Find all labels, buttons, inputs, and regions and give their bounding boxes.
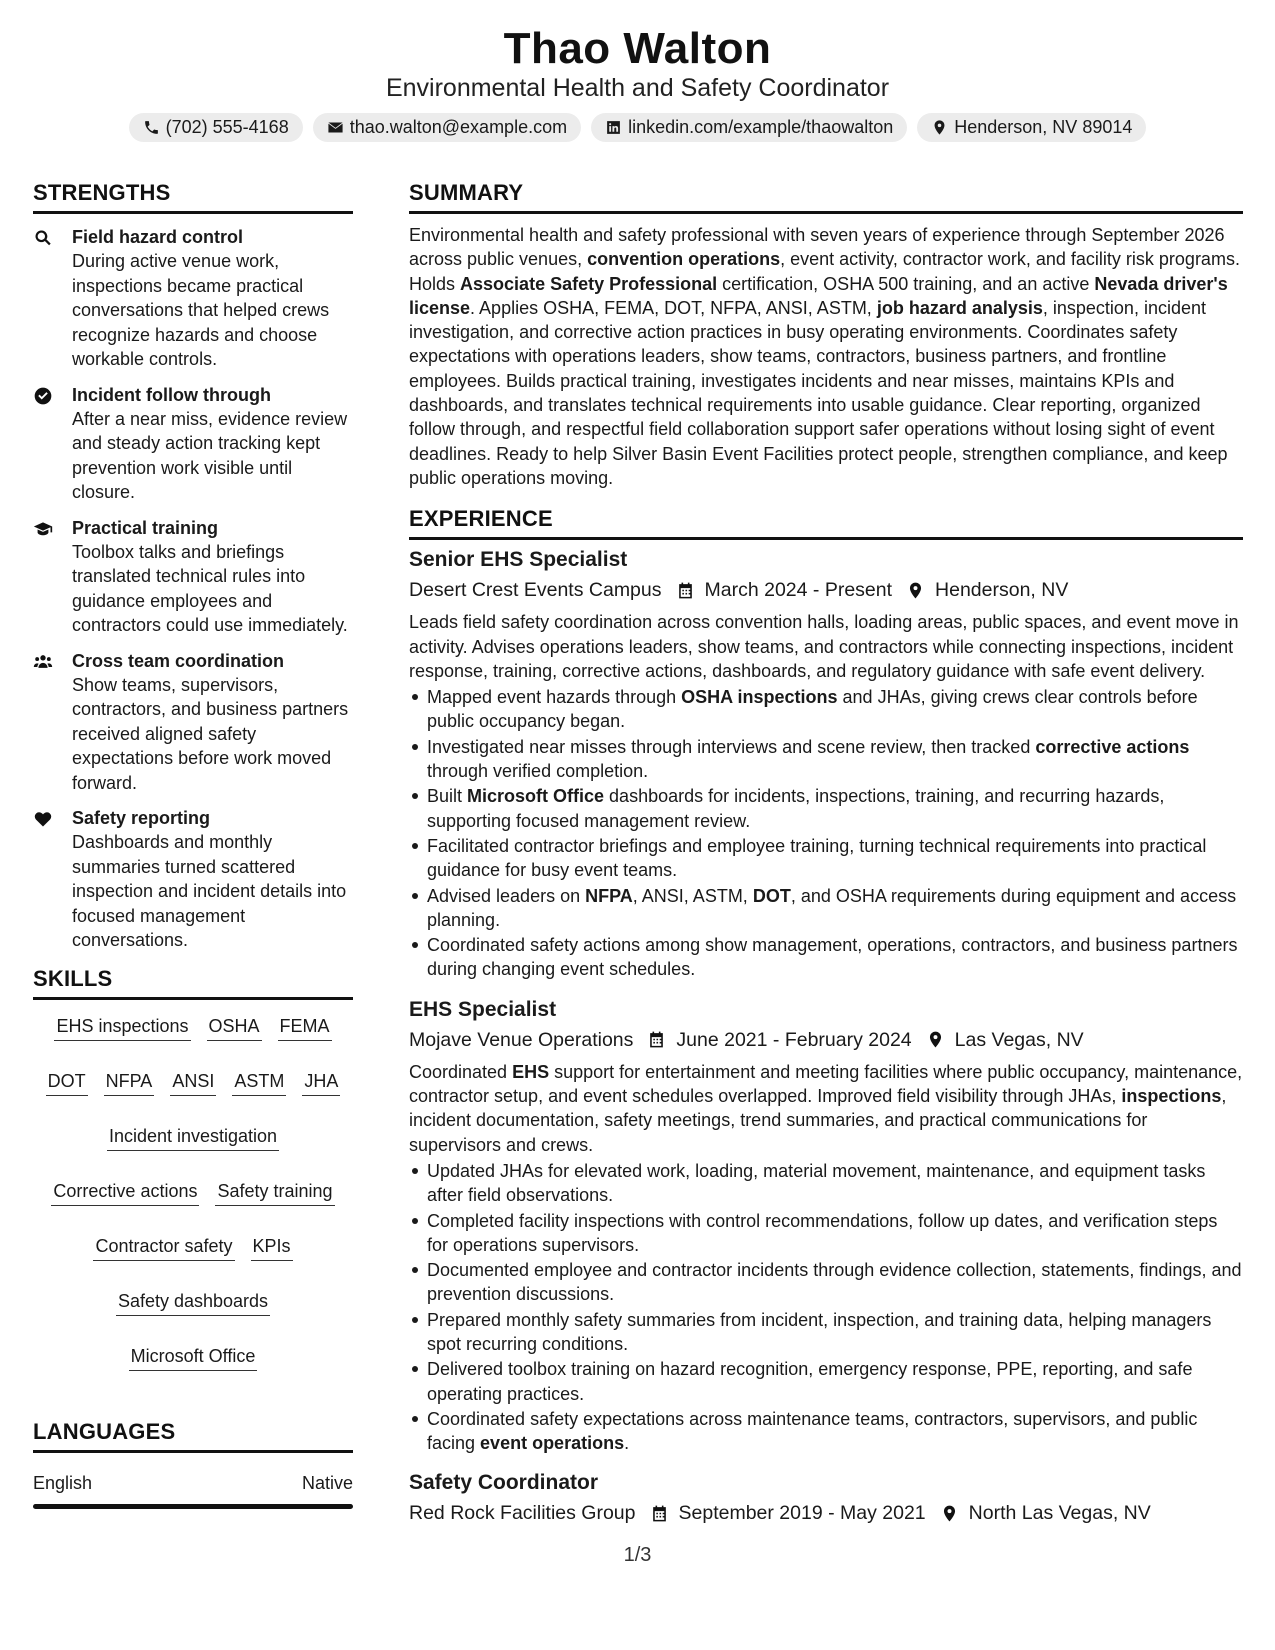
languages-heading: LANGUAGES — [33, 1418, 176, 1444]
strength-title: Safety reporting — [72, 808, 211, 828]
section-divider — [409, 211, 1243, 214]
page-number: 1/3 — [623, 1544, 652, 1566]
skill-tag: EHS inspections — [54, 1014, 190, 1041]
contact-phone-text: (702) 555-4168 — [165, 117, 289, 137]
section-divider — [33, 1450, 353, 1453]
job-dates: September 2019 - May 2021 — [678, 1502, 926, 1525]
strength-description: Toolbox talks and briefings translated technical rules into guidance employees and contractors could use immediately. — [72, 541, 348, 635]
strength-item — [33, 383, 353, 505]
text-run: Facilitated contractor briefings and employee training, turning technical requirements into practical guidance for busy event teams. — [427, 835, 1207, 881]
text-run: Completed facility inspections with control recommendations, follow up dates, and verification steps for operations supervisors. — [427, 1210, 1218, 1255]
map-pin-icon — [926, 1030, 945, 1049]
strength-description: During active venue work, inspections became practical conversations that helped crews recognize hazards and choose workable controls. — [72, 251, 330, 369]
bold-text: NFPA — [585, 885, 633, 906]
bullet-item — [409, 685, 1243, 734]
text-run: , inspection, incident investigation, and corrective action practices in busy operating environments. Coordinates safety expectations with operations leaders, show teams, contractors, business partners, and frontline employees. Builds practical training, investigates incidents and near misses, maintains KPIs and dashboards, and translates technical requirements into usable guidance. Clear reporting, organized follow through, and respectful field collaboration support safer operations without losing sight of event deadlines. Ready to help Silver Basin Event Facilities protect people, strengthen compliance, and keep public operations moving. — [409, 297, 1228, 488]
skill-tag: Incident investigation — [107, 1124, 279, 1151]
job-meta — [409, 1499, 1243, 1527]
resume-header — [0, 22, 1275, 142]
text-run: and JHAs, giving crews clear controls before public occupancy began. — [427, 687, 1198, 732]
text-run: Environmental health and safety professional with seven years of experience through September 2026 across public venues, — [409, 225, 1225, 270]
text-run: dashboards for incidents, inspections, training, and recurring hazards, supporting focused management review. — [427, 786, 1165, 831]
language-level: Native — [301, 1472, 353, 1493]
job-company: Mojave Venue Operations — [409, 1028, 634, 1051]
text-run: Coordinated safety actions among show management, operations, contractors, and business partners during changing event schedules. — [427, 935, 1238, 980]
strength-title: Incident follow through — [72, 384, 271, 405]
text-run: Documented employee and contractor incidents through evidence collection, statements, findings, and prevention discussions. — [427, 1260, 1242, 1305]
skill-tag: NFPA — [104, 1069, 155, 1096]
text-run: . — [624, 1433, 630, 1454]
skill-tag: ASTM — [232, 1069, 286, 1096]
bullet-item — [409, 834, 1243, 883]
skills-section — [33, 964, 353, 1371]
summary-heading: SUMMARY — [409, 180, 524, 205]
text-run: Investigated near misses through interviews and scene review, then tracked — [427, 736, 1036, 757]
bullet-item — [409, 784, 1243, 833]
strength-item — [33, 806, 353, 953]
contact-phone[interactable] — [129, 113, 303, 142]
job-title: Safety Coordinator — [409, 1471, 599, 1495]
text-run: Mapped event hazards through — [427, 687, 682, 708]
section-divider — [33, 211, 353, 214]
bullet-item — [409, 1407, 1243, 1456]
contact-location-text: Henderson, NV 89014 — [954, 117, 1133, 137]
bullet-item — [409, 933, 1243, 982]
right-column — [409, 178, 1243, 1527]
text-run: through verified completion. — [427, 761, 649, 782]
skill-tag: ANSI — [170, 1069, 216, 1096]
envelope-icon — [327, 119, 344, 136]
languages-section — [33, 1417, 353, 1509]
calendar-icon — [676, 581, 695, 600]
experience-section — [409, 504, 1243, 1527]
text-run: Leads field safety coordination across convention halls, loading areas, public spaces, and event move in activity. Advises operations leaders, show teams, and contractors while connecting inspections, incident response, training, corrective actions, dashboards, and regulatory guidance with safe event delivery. — [409, 612, 1239, 681]
job-location: Henderson, NV — [935, 579, 1069, 602]
text-run: Advised leaders on — [427, 885, 586, 906]
job-entry — [409, 1469, 1243, 1527]
contact-email-text: thao.walton@example.com — [349, 117, 568, 137]
text-run: Updated JHAs for elevated work, loading, material movement, maintenance, and equipment tasks after field observations. — [427, 1160, 1206, 1206]
job-entry — [409, 546, 1243, 981]
text-run: Built — [427, 786, 468, 807]
phone-icon — [143, 119, 160, 136]
job-company: Desert Crest Events Campus — [409, 579, 662, 602]
bold-text: Microsoft Office — [467, 786, 605, 807]
strength-title: Field hazard control — [72, 227, 244, 247]
graduation-cap-icon — [33, 519, 53, 539]
contact-linkedin[interactable] — [591, 113, 907, 142]
job-company: Red Rock Facilities Group — [409, 1502, 636, 1525]
contact-bar — [0, 113, 1275, 142]
candidate-name: Thao Walton — [503, 24, 772, 73]
skill-tag: JHA — [302, 1069, 340, 1096]
job-bullets — [409, 1159, 1243, 1456]
bullet-item — [409, 1258, 1243, 1307]
experience-heading: EXPERIENCE — [409, 506, 553, 532]
map-pin-icon — [906, 581, 925, 600]
search-icon — [33, 228, 53, 248]
skill-tag: FEMA — [278, 1014, 332, 1041]
skill-tag: Safety training — [215, 1179, 334, 1206]
skills-list — [33, 1014, 353, 1371]
section-divider — [409, 537, 1243, 540]
heart-icon — [33, 809, 53, 829]
strength-title: Cross team coordination — [72, 650, 285, 671]
check-circle-icon — [33, 386, 53, 406]
job-list — [409, 546, 1243, 1527]
calendar-icon — [650, 1504, 669, 1523]
map-pin-icon — [940, 1504, 959, 1523]
text-run: Coordinated — [409, 1061, 513, 1082]
text-run: Prepared monthly safety summaries from incident, inspection, and training data, helping managers spot recurring conditions. — [427, 1309, 1212, 1354]
job-bullets — [409, 685, 1243, 982]
skills-heading: SKILLS — [33, 965, 113, 991]
text-run: support for entertainment and meeting facilities where public occupancy, maintenance, contractor setup, and event schedules overlapped. Improved field visibility through JHAs, — [409, 1061, 1243, 1107]
bullet-item — [409, 735, 1243, 784]
bold-text: corrective actions — [1035, 736, 1190, 757]
section-divider — [33, 997, 353, 1000]
text-run: , and OSHA requirements during equipment and access planning. — [427, 885, 1237, 930]
job-dates: June 2021 - February 2024 — [676, 1028, 912, 1051]
job-description — [409, 610, 1243, 683]
text-run: certification, OSHA 500 training, and an active — [717, 273, 1095, 294]
bold-text: OSHA inspections — [681, 687, 838, 708]
contact-location[interactable] — [917, 113, 1146, 142]
job-location: Las Vegas, NV — [954, 1028, 1084, 1051]
bullet-item — [409, 1209, 1243, 1258]
strength-description: Show teams, supervisors, contractors, and business partners received aligned safety expectations before work moved forward. — [72, 674, 349, 793]
text-run: Coordinated safety expectations across maintenance teams, contractors, supervisors, and public facing — [427, 1408, 1198, 1454]
strength-description: Dashboards and monthly summaries turned scattered inspection and incident details into focused management conversations. — [72, 832, 347, 950]
bullet-item — [409, 1357, 1243, 1406]
bold-text: convention operations — [587, 249, 781, 270]
strength-item — [33, 225, 353, 372]
left-column — [33, 178, 353, 1509]
calendar-icon — [647, 1030, 666, 1049]
job-meta — [409, 576, 1243, 604]
bold-text: event operations — [480, 1433, 625, 1454]
candidate-title: Environmental Health and Safety Coordinator — [385, 74, 890, 102]
job-title: EHS Specialist — [409, 997, 557, 1021]
skill-tag: DOT — [46, 1069, 88, 1096]
text-run: . Applies OSHA, FEMA, DOT, NFPA, ANSI, ASTM, — [470, 297, 877, 318]
strength-description: After a near miss, evidence review and steady action tracking kept prevention work visible until closure. — [72, 408, 348, 502]
map-pin-icon — [931, 119, 948, 136]
bold-text: EHS — [512, 1061, 550, 1082]
strength-item — [33, 649, 353, 796]
skill-tag: Contractor safety — [93, 1234, 234, 1261]
strengths-heading: STRENGTHS — [33, 180, 171, 205]
contact-linkedin-text: linkedin.com/example/thaowalton — [628, 117, 894, 137]
text-run: Delivered toolbox training on hazard recognition, emergency response, PPE, reporting, and safe operating practices. — [427, 1359, 1193, 1404]
strength-title: Practical training — [72, 517, 219, 538]
contact-email[interactable] — [313, 113, 581, 142]
job-entry — [409, 996, 1243, 1456]
summary-section — [409, 178, 1243, 490]
language-proficiency-bar — [33, 1504, 353, 1509]
text-run: , ANSI, ASTM, — [632, 885, 753, 906]
job-meta — [409, 1026, 1243, 1054]
job-dates: March 2024 - Present — [704, 579, 893, 602]
skill-tag: KPIs — [251, 1234, 293, 1261]
bullet-item — [409, 1308, 1243, 1357]
skill-tag: Corrective actions — [51, 1179, 199, 1206]
job-description — [409, 1060, 1243, 1157]
bullet-item — [409, 884, 1243, 933]
text-run: , event activity, contractor work, and facility risk programs. Holds — [409, 249, 1240, 294]
strength-item — [33, 516, 353, 638]
strengths-section — [33, 178, 353, 953]
skill-tag: Safety dashboards — [116, 1289, 270, 1316]
bold-text: DOT — [752, 885, 791, 906]
text-run: , incident documentation, safety meetings, trend summaries, and practical communications for supervisors and crews. — [409, 1086, 1227, 1155]
bold-text: Nevada driver's license — [409, 273, 1228, 318]
summary-text — [409, 223, 1243, 490]
skill-tag: Microsoft Office — [129, 1344, 258, 1371]
bold-text: Associate Safety Professional — [460, 273, 718, 294]
users-icon — [33, 652, 53, 672]
job-location: North Las Vegas, NV — [968, 1502, 1151, 1525]
linkedin-icon — [605, 119, 622, 136]
language-name: English — [33, 1472, 93, 1493]
language-row — [33, 1471, 353, 1495]
bold-text: job hazard analysis — [876, 297, 1043, 318]
skill-tag: OSHA — [207, 1014, 262, 1041]
bold-text: inspections — [1121, 1086, 1222, 1107]
job-title: Senior EHS Specialist — [409, 548, 628, 572]
bullet-item — [409, 1159, 1243, 1208]
